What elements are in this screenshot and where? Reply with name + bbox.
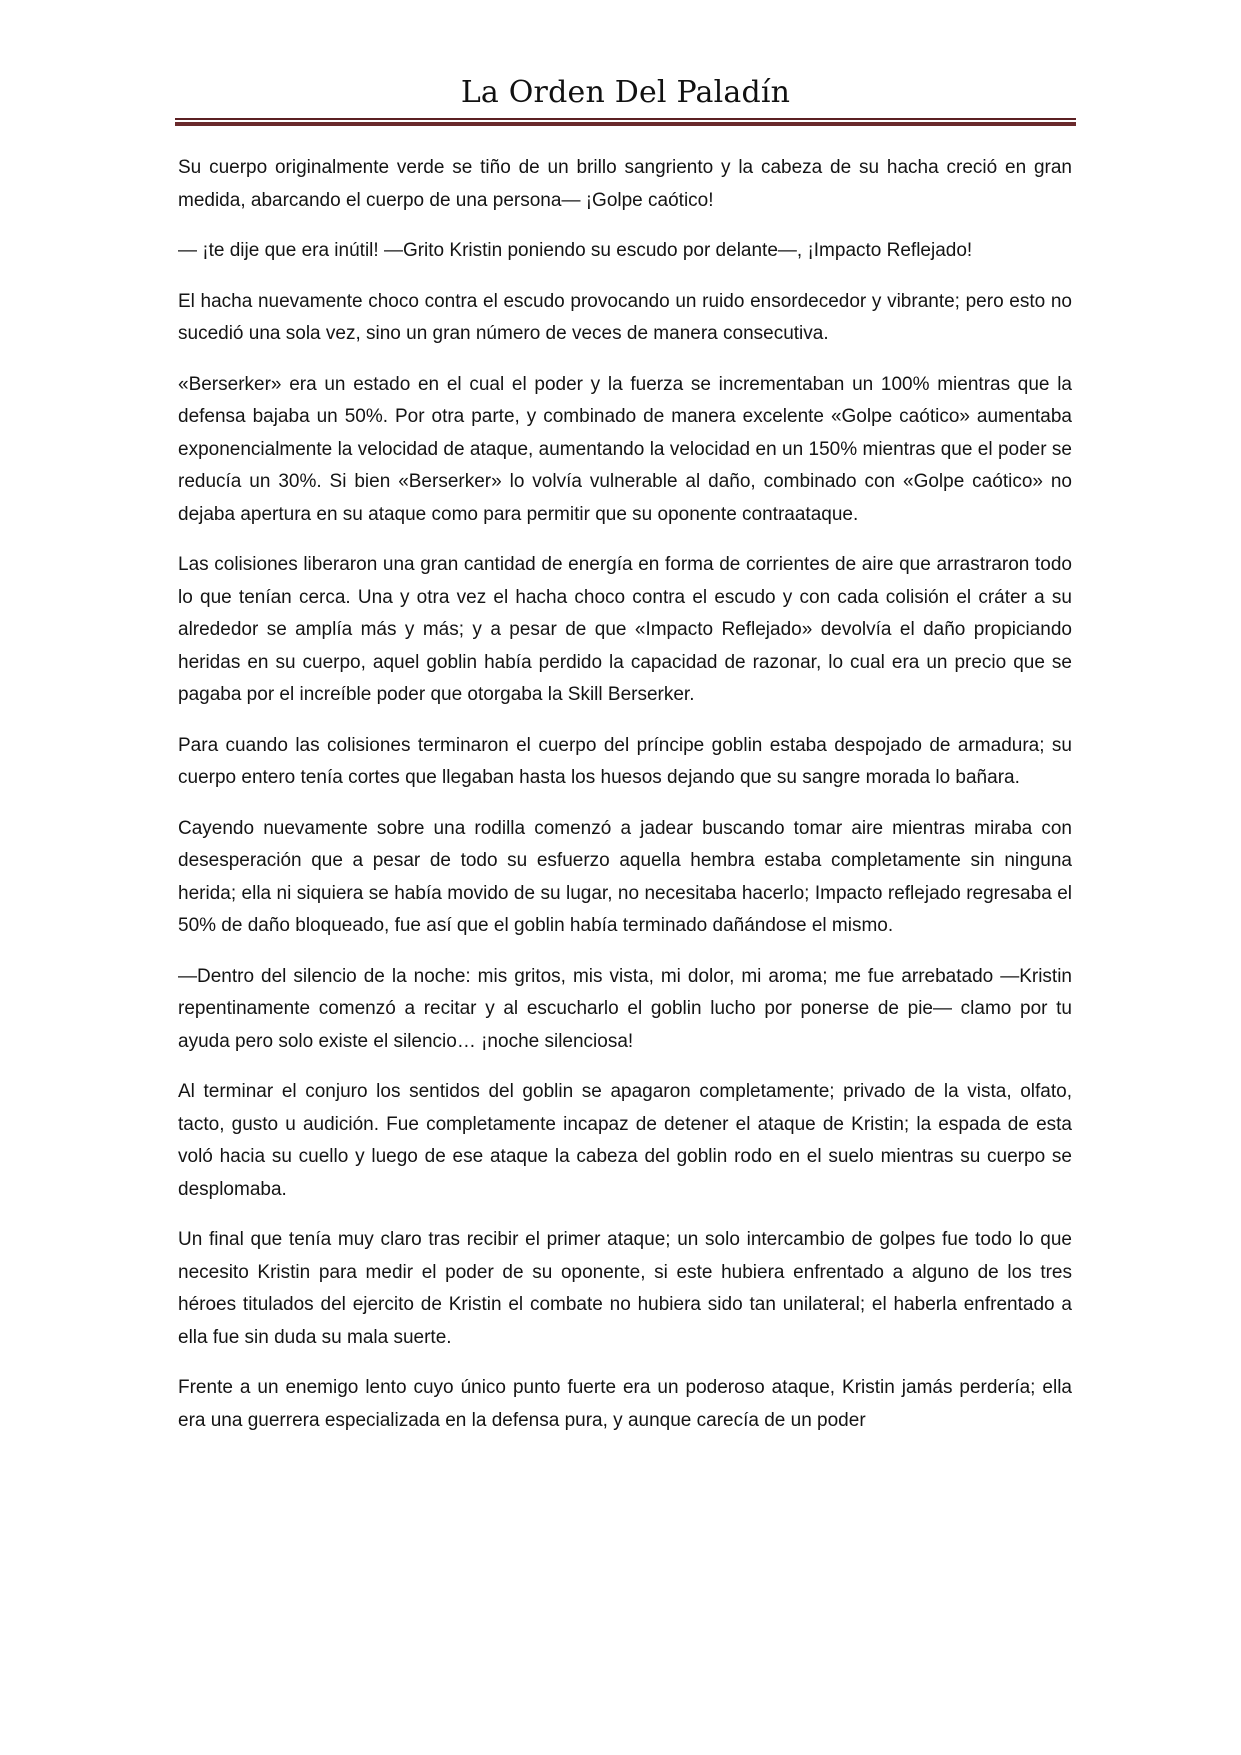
- page-header: [175, 70, 1076, 128]
- paragraph: El hacha nuevamente choco contra el escudo provocando un ruido ensordecedor y vibrante; pero esto no sucedió una sola vez, sino un gran número de veces de manera consecutiva.: [178, 290, 1072, 344]
- paragraph: Un final que tenía muy claro tras recibir el primer ataque; un solo intercambio de golpes fue todo lo que necesito Kristin para medir el poder de su oponente, si este hubiera enfrentado a alguno de los tres héroes titulados del ejercito de Kristin el combate no hubiera sido tan unilateral; el haberla enfrentado a ella fue sin duda su mala suerte.: [178, 1229, 1072, 1348]
- paragraph: —Dentro del silencio de la noche: mis gritos, mis vista, mi dolor, mi aroma; me fue arrebatado —Kristin repentinamente comenzó a recitar y al escucharlo el goblin lucho por ponerse de pie— clamo por tu ayuda pero solo existe el silencio… ¡noche silenciosa!: [178, 965, 1072, 1052]
- paragraph: Las colisiones liberaron una gran cantidad de energía en forma de corrientes de aire que arrastraron todo lo que tenían cerca. Una y otra vez el hacha choco contra el escudo y con cada colisión el cráter a su alrededor se amplía más y más; y a pesar de que «Impacto Reflejado» devolvía el daño propiciando heridas en su cuerpo, aquel goblin había perdido la capacidad de razonar, lo cual era un precio que se pagaba por el increíble poder que otorgaba la Skill Berserker.: [178, 554, 1072, 705]
- header-rule-thin: [175, 118, 1076, 120]
- paragraph: Cayendo nuevamente sobre una rodilla comenzó a jadear buscando tomar aire mientras miraba con desesperación que a pesar de todo su esfuerzo aquella hembra estaba completamente sin ninguna herida; ella ni siquiera se había movido de su lugar, no necesitaba hacerlo; Impacto reflejado regresaba el 50% de daño bloqueado, fue así que el goblin había terminado dañándose el mismo.: [178, 817, 1072, 936]
- paragraph: Frente a un enemigo lento cuyo único punto fuerte era un poderoso ataque, Kristin jamás perdería; ella era una guerrera especializada en la defensa pura, y aunque carecía de un poder: [178, 1377, 1072, 1431]
- paragraph: «Berserker» era un estado en el cual el poder y la fuerza se incrementaban un 100% mientras que la defensa bajaba un 50%. Por otra parte, y combinado de manera excelente «Golpe caótico» aumentaba exponencialmente la velocidad de ataque, aumentando la velocidad en un 150% mientras que el poder se reducía un 30%. Si bien «Berserker» lo volvía vulnerable al daño, combinado con «Golpe caótico» no dejaba apertura en su ataque como para permitir que su oponente contraataque.: [178, 373, 1072, 525]
- header-rule-thick: [175, 122, 1076, 126]
- paragraph: — ¡te dije que era inútil! —Grito Kristin poniendo su escudo por delante—, ¡Impacto Reflejado!: [178, 240, 973, 261]
- paragraph: Para cuando las colisiones terminaron el cuerpo del príncipe goblin estaba despojado de armadura; su cuerpo entero tenía cortes que llegaban hasta los huesos dejando que su sangre morada lo bañara.: [178, 734, 1072, 788]
- paragraph: Su cuerpo originalmente verde se tiño de un brillo sangriento y la cabeza de su hacha creció en gran medida, abarcando el cuerpo de una persona— ¡Golpe caótico!: [178, 157, 1072, 211]
- body-text: [178, 152, 1072, 1455]
- paragraph: Al terminar el conjuro los sentidos del goblin se apagaron completamente; privado de la vista, olfato, tacto, gusto u audición. Fue completamente incapaz de detener el ataque de Kristin; la espada de esta voló hacia su cuello y luego de ese ataque la cabeza del goblin rodo en el suelo mientras su cuerpo se desplomaba.: [178, 1081, 1072, 1200]
- header-title: La Orden Del Paladín: [460, 75, 791, 110]
